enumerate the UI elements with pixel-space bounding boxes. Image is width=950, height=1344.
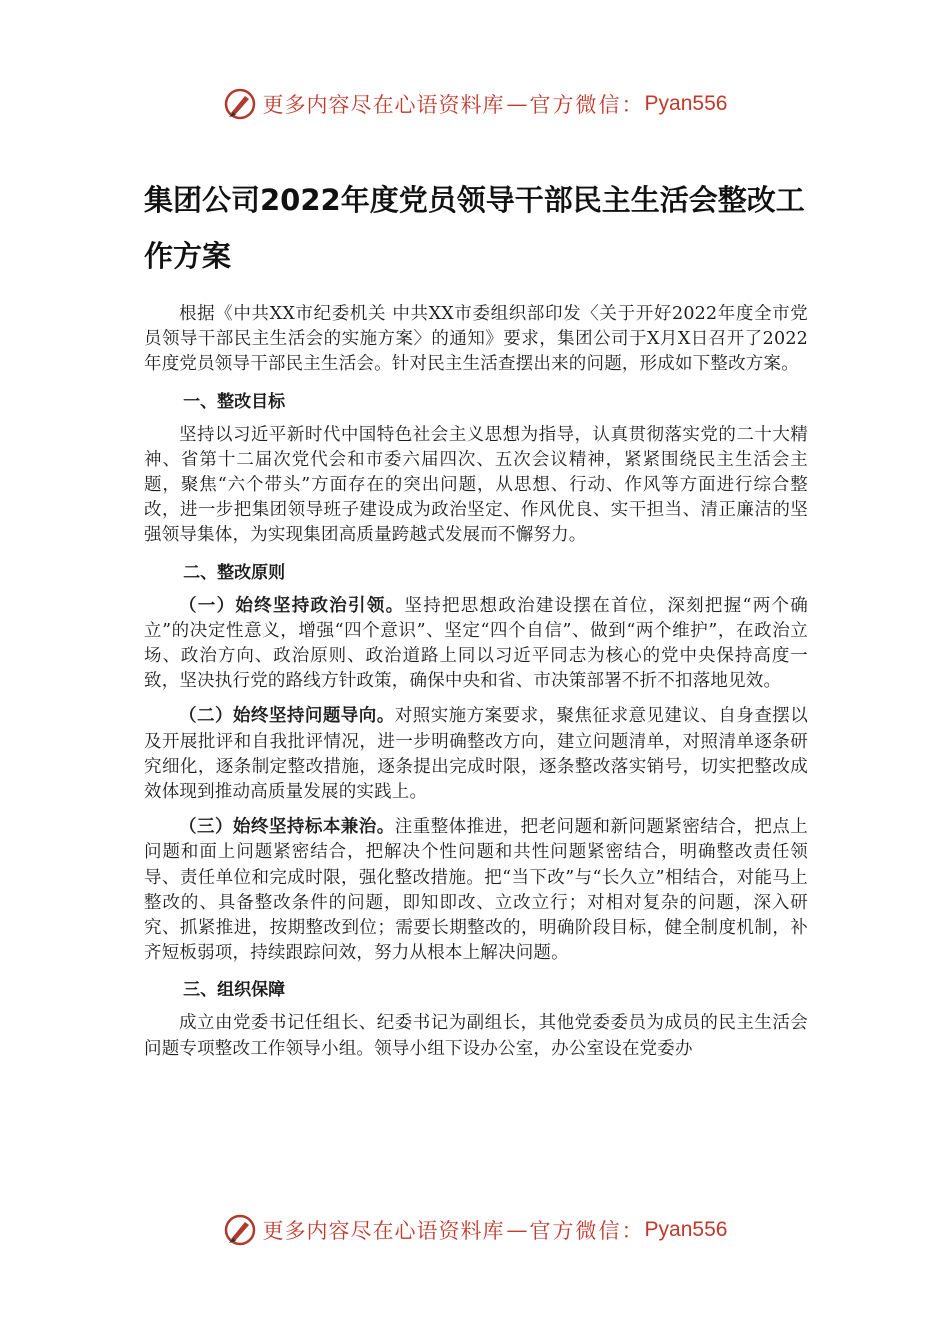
principle-1-lead: （一）始终坚持政治引领。 [179, 595, 405, 616]
page-title: 集团公司2022年度党员领导干部民主生活会整改工作方案 [144, 183, 805, 273]
principle-paragraph-3 [144, 815, 808, 966]
principle-2-lead: （二）始终坚持问题导向。 [179, 706, 395, 727]
document-body [144, 172, 808, 1062]
banner-text: 更多内容尽在心语资料库 [262, 93, 505, 117]
goals-paragraph: 坚持以习近平新时代中国特色社会主义思想为指导，认真贯彻落实党的二十大精神、省第十二届次党代会和市委六届四次、五次会议精神，紧紧围绕民主生活会主题，聚焦“六个带头”方面存在的突出问题，从思想、行动、作风等方面进行综合整改，进一步把集团领导班子建设成为政治坚定、作风优良、实干担当、清正廉洁的坚强领导集体，为实现集团高质量跨越式发展而不懈努力。 [144, 424, 808, 546]
section-heading-principles: 二、整改原则 [183, 562, 286, 583]
principle-paragraph-2 [144, 704, 808, 805]
organization-paragraph: 成立由党委书记任组长、纪委书记为副组长，其他党委委员为成员的民主生活会问题专项整改工作领导小组。领导小组下设办公室，办公室设在党委办 [144, 1013, 808, 1059]
banner-dash: — [506, 92, 528, 116]
header-banner [0, 84, 950, 124]
banner-wechat-label: 官方微信： [529, 1219, 645, 1243]
banner-dash: — [506, 1218, 528, 1242]
pen-logo-icon [223, 1213, 257, 1247]
principle-3-text: 注重整体推进，把老问题和新问题紧密结合，把点上问题和面上问题紧密结合，把解决个性问题和共性问题紧密结合，明确整改责任领导、责任单位和完成时限，强化整改措施。把“当下改”与“长久立”相结合，对能马上整改的、具备整改条件的问题，即知即改、立改立行；对相对复杂的问题，深入研究、抓紧推进，按期整改到位；需要长期整改的，明确阶段目标，健全制度机制，补齐短板弱项，持续跟踪问效，努力从根本上解决问题。 [144, 817, 808, 964]
banner-wechat-label: 官方微信： [529, 93, 645, 117]
banner-wechat-id: Pyan556 [644, 1218, 728, 1241]
banner-text: 更多内容尽在心语资料库 [262, 1219, 505, 1243]
principle-1-text: 坚持把思想政治建设摆在首位，深刻把握“两个确立”的决定性意义，增强“四个意识”、坚定“四个自信”、做到“两个维护”，在政治立场、政治方向、政治原则、政治道路上同以习近平同志为核心的党中央保持高度一致，坚决执行党的路线方针政策，确保中央和省、市决策部署不折不扣落地见效。 [144, 595, 808, 692]
principle-paragraph-1 [144, 594, 808, 695]
principle-2-text: 对照实施方案要求，聚焦征求意见建议、自身查摆以及开展批评和自我批评情况，进一步明确整改方向，建立问题清单，对照清单逐条研究细化，逐条制定整改措施，逐条提出完成时限，逐条整改落实销号，切实把整改成效体现到推动高质量发展的实践上。 [144, 706, 808, 803]
section-heading-organization: 三、组织保障 [183, 980, 286, 1001]
intro-paragraph: 根据《中共XX市纪委机关 中共XX市委组织部印发〈关于开好2022年度全市党员领导干部民主生活会的实施方案〉的通知》要求，集团公司于X月X日召开了2022年度党员领导干部民主生活会。针对民主生活查摆出来的问题，形成如下整改方案。 [144, 304, 808, 375]
footer-banner [0, 1210, 950, 1250]
banner-wechat-id: Pyan556 [644, 92, 728, 115]
principle-3-lead: （三）始终坚持标本兼治。 [179, 817, 395, 838]
pen-logo-icon [223, 87, 257, 121]
section-heading-goals: 一、整改目标 [183, 391, 286, 412]
